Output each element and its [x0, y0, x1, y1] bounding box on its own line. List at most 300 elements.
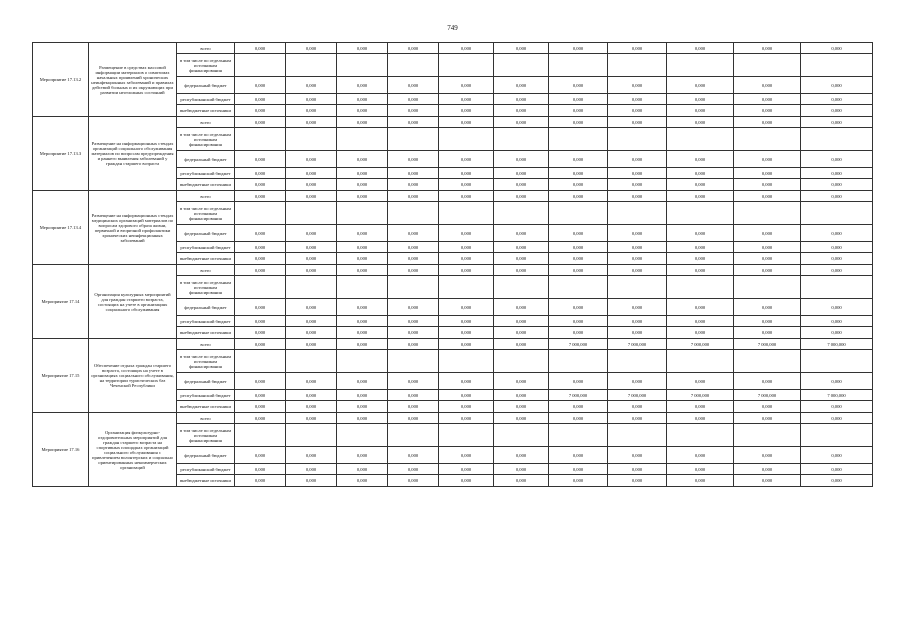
amount-cell: 0,000 [549, 299, 608, 316]
amount-cell: 0,000 [439, 373, 494, 390]
amount-cell: 0,000 [388, 316, 439, 327]
amount-cell: 0,000 [494, 253, 549, 265]
amount-cell: 0,000 [608, 253, 667, 265]
amount-cell: 0,000 [801, 43, 873, 54]
amount-cell: 0,000 [734, 299, 801, 316]
amount-cell: 0,000 [235, 242, 286, 253]
amount-cell: 0,000 [439, 413, 494, 424]
amount-cell: 0,000 [667, 464, 734, 475]
amount-cell: 0,000 [439, 151, 494, 168]
amount-cell: 0,000 [608, 105, 667, 117]
amount-cell: 0,000 [286, 475, 337, 487]
funding-source-label: всего [177, 43, 235, 54]
amount-cell: 0,000 [439, 117, 494, 128]
empty-cell [667, 54, 734, 77]
amount-cell: 0,000 [734, 373, 801, 390]
empty-cell [734, 54, 801, 77]
funding-source-label: в том числе по отдельным источникам финансирования [177, 54, 235, 77]
amount-cell: 0,000 [801, 242, 873, 253]
empty-cell [388, 350, 439, 373]
funding-source-label: всего [177, 191, 235, 202]
amount-cell: 0,000 [734, 179, 801, 191]
amount-cell: 0,000 [608, 327, 667, 339]
amount-cell: 0,000 [337, 447, 388, 464]
amount-cell: 0,000 [286, 168, 337, 179]
amount-cell: 0,000 [337, 401, 388, 413]
empty-cell [286, 54, 337, 77]
amount-cell: 0,000 [549, 464, 608, 475]
amount-cell: 0,000 [667, 179, 734, 191]
amount-cell: 0,000 [801, 327, 873, 339]
amount-cell: 0,000 [801, 464, 873, 475]
amount-cell: 0,000 [286, 117, 337, 128]
funding-source-label: внебюджетные источники [177, 253, 235, 265]
amount-cell: 0,000 [388, 299, 439, 316]
amount-cell: 0,000 [388, 373, 439, 390]
amount-cell: 0,000 [801, 105, 873, 117]
table-row [33, 265, 873, 276]
empty-cell [494, 350, 549, 373]
amount-cell: 0,000 [286, 390, 337, 401]
amount-cell: 0,000 [549, 191, 608, 202]
amount-cell: 0,000 [494, 299, 549, 316]
amount-cell: 0,000 [337, 179, 388, 191]
amount-cell: 0,000 [549, 401, 608, 413]
amount-cell: 0,000 [388, 390, 439, 401]
empty-cell [608, 350, 667, 373]
amount-cell: 0,000 [801, 253, 873, 265]
amount-cell: 0,000 [549, 105, 608, 117]
funding-source-label: всего [177, 265, 235, 276]
amount-cell: 0,000 [667, 316, 734, 327]
event-description: Размещение в средствах массовой информации материалов о симптомах начальных проявлений хронических неинфекционных заболеваний и правилах действий больных и их окружающих при развитии неотложных состояний [89, 43, 177, 117]
amount-cell: 0,000 [608, 43, 667, 54]
table-row [33, 413, 873, 424]
amount-cell: 0,000 [667, 168, 734, 179]
amount-cell: 0,000 [549, 225, 608, 242]
amount-cell: 0,000 [494, 168, 549, 179]
amount-cell: 0,000 [388, 191, 439, 202]
amount-cell: 0,000 [734, 413, 801, 424]
amount-cell: 0,000 [667, 117, 734, 128]
empty-cell [388, 276, 439, 299]
empty-cell [337, 350, 388, 373]
amount-cell: 0,000 [494, 447, 549, 464]
amount-cell: 0,000 [494, 401, 549, 413]
amount-cell: 0,000 [494, 94, 549, 105]
funding-source-label: всего [177, 117, 235, 128]
amount-cell: 0,000 [337, 151, 388, 168]
amount-cell: 0,000 [734, 105, 801, 117]
empty-cell [734, 202, 801, 225]
amount-cell: 0,000 [667, 242, 734, 253]
amount-cell: 0,000 [235, 265, 286, 276]
table-row [33, 117, 873, 128]
empty-cell [494, 424, 549, 447]
amount-cell: 0,000 [235, 105, 286, 117]
amount-cell: 0,000 [801, 401, 873, 413]
amount-cell: 0,000 [235, 413, 286, 424]
amount-cell: 0,000 [801, 299, 873, 316]
amount-cell: 0,000 [388, 94, 439, 105]
empty-cell [439, 276, 494, 299]
amount-cell: 0,000 [494, 117, 549, 128]
empty-cell [337, 54, 388, 77]
amount-cell: 0,000 [337, 225, 388, 242]
funding-source-label: внебюджетные источники [177, 179, 235, 191]
amount-cell: 0,000 [388, 447, 439, 464]
amount-cell: 0,000 [494, 475, 549, 487]
event-code: Мероприятие 17.13.3 [33, 117, 89, 191]
amount-cell: 0,000 [235, 151, 286, 168]
amount-cell: 0,000 [549, 373, 608, 390]
amount-cell: 0,000 [439, 327, 494, 339]
amount-cell: 0,000 [286, 327, 337, 339]
amount-cell: 0,000 [286, 94, 337, 105]
empty-cell [235, 54, 286, 77]
amount-cell: 0,000 [667, 401, 734, 413]
event-description: Организация культурных мероприятий для граждан старшего возраста, состоящих на учете в организациях социального обслуживания [89, 265, 177, 339]
amount-cell: 0,000 [494, 191, 549, 202]
amount-cell: 0,000 [549, 117, 608, 128]
funding-source-label: федеральный бюджет [177, 77, 235, 94]
amount-cell: 0,000 [235, 464, 286, 475]
amount-cell: 0,000 [494, 225, 549, 242]
amount-cell: 0,000 [608, 265, 667, 276]
amount-cell: 0,000 [235, 316, 286, 327]
event-description: Организация физкультурно-оздоровительных мероприятий для граждан старшего возраста на спортивных площадках организаций социального обслуживания с привлечением волонтерских и социально ориентированных некоммерческих организаций [89, 413, 177, 487]
amount-cell: 0,000 [801, 373, 873, 390]
amount-cell: 0,000 [286, 105, 337, 117]
amount-cell: 0,000 [439, 316, 494, 327]
empty-cell [439, 350, 494, 373]
amount-cell: 0,000 [337, 77, 388, 94]
amount-cell: 0,000 [388, 225, 439, 242]
amount-cell: 0,000 [337, 191, 388, 202]
amount-cell: 0,000 [337, 105, 388, 117]
amount-cell: 0,000 [734, 168, 801, 179]
amount-cell: 7 000,000 [667, 339, 734, 350]
amount-cell: 0,000 [235, 117, 286, 128]
amount-cell: 0,000 [801, 265, 873, 276]
funding-source-label: в том числе по отдельным источникам финансирования [177, 276, 235, 299]
amount-cell: 0,000 [801, 179, 873, 191]
empty-cell [388, 54, 439, 77]
budget-table-body [33, 43, 873, 487]
amount-cell: 0,000 [667, 77, 734, 94]
amount-cell: 0,000 [337, 242, 388, 253]
amount-cell: 0,000 [439, 191, 494, 202]
amount-cell: 7 000,000 [549, 390, 608, 401]
empty-cell [549, 128, 608, 151]
amount-cell: 7 000,000 [549, 339, 608, 350]
table-row [33, 43, 873, 54]
amount-cell: 0,000 [734, 265, 801, 276]
amount-cell: 0,000 [235, 475, 286, 487]
amount-cell: 0,000 [337, 327, 388, 339]
amount-cell: 0,000 [388, 339, 439, 350]
empty-cell [235, 128, 286, 151]
amount-cell: 0,000 [286, 265, 337, 276]
amount-cell: 0,000 [235, 447, 286, 464]
amount-cell: 0,000 [494, 390, 549, 401]
empty-cell [286, 424, 337, 447]
amount-cell: 0,000 [494, 413, 549, 424]
amount-cell: 0,000 [494, 179, 549, 191]
amount-cell: 0,000 [667, 265, 734, 276]
funding-source-label: в том числе по отдельным источникам финансирования [177, 424, 235, 447]
amount-cell: 0,000 [439, 225, 494, 242]
amount-cell: 0,000 [337, 316, 388, 327]
amount-cell: 0,000 [667, 327, 734, 339]
amount-cell: 0,000 [439, 390, 494, 401]
empty-cell [439, 202, 494, 225]
empty-cell [494, 128, 549, 151]
amount-cell: 7 000,000 [734, 339, 801, 350]
amount-cell: 0,000 [549, 447, 608, 464]
amount-cell: 0,000 [235, 168, 286, 179]
funding-source-label: республиканский бюджет [177, 316, 235, 327]
empty-cell [801, 202, 873, 225]
empty-cell [286, 128, 337, 151]
amount-cell: 0,000 [494, 242, 549, 253]
amount-cell: 0,000 [286, 373, 337, 390]
amount-cell: 0,000 [337, 464, 388, 475]
amount-cell: 7 000,000 [667, 390, 734, 401]
amount-cell: 0,000 [439, 105, 494, 117]
funding-source-label: всего [177, 413, 235, 424]
amount-cell: 0,000 [801, 447, 873, 464]
empty-cell [801, 350, 873, 373]
empty-cell [667, 128, 734, 151]
amount-cell: 0,000 [388, 168, 439, 179]
amount-cell: 0,000 [734, 401, 801, 413]
amount-cell: 7 000,000 [734, 390, 801, 401]
amount-cell: 0,000 [608, 179, 667, 191]
amount-cell: 0,000 [286, 401, 337, 413]
funding-source-label: федеральный бюджет [177, 447, 235, 464]
amount-cell: 0,000 [439, 339, 494, 350]
empty-cell [734, 350, 801, 373]
event-code: Мероприятие 17.15 [33, 339, 89, 413]
amount-cell: 0,000 [388, 413, 439, 424]
funding-source-label: внебюджетные источники [177, 475, 235, 487]
amount-cell: 0,000 [667, 94, 734, 105]
amount-cell: 0,000 [667, 151, 734, 168]
amount-cell: 0,000 [439, 265, 494, 276]
empty-cell [549, 54, 608, 77]
amount-cell: 0,000 [494, 265, 549, 276]
amount-cell: 7 000,000 [801, 390, 873, 401]
amount-cell: 0,000 [388, 265, 439, 276]
amount-cell: 0,000 [608, 191, 667, 202]
amount-cell: 0,000 [286, 242, 337, 253]
funding-source-label: республиканский бюджет [177, 464, 235, 475]
empty-cell [235, 202, 286, 225]
amount-cell: 0,000 [494, 151, 549, 168]
amount-cell: 7 000,000 [801, 339, 873, 350]
amount-cell: 0,000 [667, 299, 734, 316]
amount-cell: 0,000 [734, 447, 801, 464]
amount-cell: 0,000 [235, 299, 286, 316]
amount-cell: 0,000 [388, 105, 439, 117]
empty-cell [337, 276, 388, 299]
amount-cell: 0,000 [734, 151, 801, 168]
empty-cell [388, 128, 439, 151]
amount-cell: 0,000 [286, 253, 337, 265]
amount-cell: 0,000 [286, 191, 337, 202]
amount-cell: 0,000 [608, 299, 667, 316]
amount-cell: 7 000,000 [608, 339, 667, 350]
amount-cell: 0,000 [439, 179, 494, 191]
amount-cell: 0,000 [439, 242, 494, 253]
event-code: Мероприятие 17.13.2 [33, 43, 89, 117]
amount-cell: 0,000 [608, 225, 667, 242]
amount-cell: 0,000 [667, 191, 734, 202]
amount-cell: 0,000 [734, 191, 801, 202]
amount-cell: 0,000 [388, 151, 439, 168]
amount-cell: 0,000 [734, 475, 801, 487]
amount-cell: 0,000 [286, 299, 337, 316]
empty-cell [608, 276, 667, 299]
empty-cell [337, 128, 388, 151]
amount-cell: 0,000 [235, 253, 286, 265]
funding-source-label: внебюджетные источники [177, 105, 235, 117]
empty-cell [801, 424, 873, 447]
empty-cell [667, 350, 734, 373]
amount-cell: 0,000 [286, 316, 337, 327]
amount-cell: 0,000 [549, 475, 608, 487]
amount-cell: 0,000 [667, 105, 734, 117]
amount-cell: 0,000 [549, 179, 608, 191]
table-row [33, 191, 873, 202]
amount-cell: 0,000 [608, 117, 667, 128]
amount-cell: 0,000 [337, 390, 388, 401]
page-number: 749 [447, 24, 458, 32]
amount-cell: 0,000 [337, 373, 388, 390]
empty-cell [549, 276, 608, 299]
funding-source-label: федеральный бюджет [177, 225, 235, 242]
empty-cell [286, 350, 337, 373]
amount-cell: 0,000 [439, 475, 494, 487]
funding-source-label: в том числе по отдельным источникам финансирования [177, 202, 235, 225]
funding-source-label: внебюджетные источники [177, 401, 235, 413]
amount-cell: 0,000 [286, 339, 337, 350]
amount-cell: 0,000 [801, 475, 873, 487]
amount-cell: 7 000,000 [608, 390, 667, 401]
amount-cell: 0,000 [608, 94, 667, 105]
empty-cell [801, 128, 873, 151]
amount-cell: 0,000 [286, 77, 337, 94]
amount-cell: 0,000 [734, 327, 801, 339]
amount-cell: 0,000 [286, 179, 337, 191]
empty-cell [801, 54, 873, 77]
amount-cell: 0,000 [667, 225, 734, 242]
amount-cell: 0,000 [608, 413, 667, 424]
amount-cell: 0,000 [494, 77, 549, 94]
empty-cell [608, 202, 667, 225]
amount-cell: 0,000 [494, 339, 549, 350]
amount-cell: 0,000 [667, 253, 734, 265]
amount-cell: 0,000 [667, 413, 734, 424]
amount-cell: 0,000 [235, 179, 286, 191]
empty-cell [549, 350, 608, 373]
amount-cell: 0,000 [667, 43, 734, 54]
amount-cell: 0,000 [734, 77, 801, 94]
amount-cell: 0,000 [439, 464, 494, 475]
amount-cell: 0,000 [494, 105, 549, 117]
amount-cell: 0,000 [608, 464, 667, 475]
amount-cell: 0,000 [801, 117, 873, 128]
amount-cell: 0,000 [494, 43, 549, 54]
amount-cell: 0,000 [667, 373, 734, 390]
amount-cell: 0,000 [608, 373, 667, 390]
amount-cell: 0,000 [801, 225, 873, 242]
amount-cell: 0,000 [801, 151, 873, 168]
empty-cell [235, 424, 286, 447]
amount-cell: 0,000 [439, 43, 494, 54]
amount-cell: 0,000 [549, 316, 608, 327]
funding-source-label: внебюджетные источники [177, 327, 235, 339]
amount-cell: 0,000 [388, 401, 439, 413]
amount-cell: 0,000 [286, 151, 337, 168]
amount-cell: 0,000 [439, 401, 494, 413]
amount-cell: 0,000 [337, 475, 388, 487]
empty-cell [337, 424, 388, 447]
amount-cell: 0,000 [337, 168, 388, 179]
amount-cell: 0,000 [608, 401, 667, 413]
empty-cell [388, 202, 439, 225]
amount-cell: 0,000 [337, 299, 388, 316]
event-description: Размещение на информационных стендах медицинских организаций материалов по вопросам здорового образа жизни, первичной и вторичной профилактики хронических неинфекционных заболеваний [89, 191, 177, 265]
amount-cell: 0,000 [388, 327, 439, 339]
amount-cell: 0,000 [608, 447, 667, 464]
amount-cell: 0,000 [235, 401, 286, 413]
amount-cell: 0,000 [667, 475, 734, 487]
empty-cell [734, 276, 801, 299]
amount-cell: 0,000 [388, 464, 439, 475]
amount-cell: 0,000 [439, 168, 494, 179]
funding-source-label: в том числе по отдельным источникам финансирования [177, 350, 235, 373]
amount-cell: 0,000 [388, 179, 439, 191]
empty-cell [608, 424, 667, 447]
amount-cell: 0,000 [801, 316, 873, 327]
amount-cell: 0,000 [337, 117, 388, 128]
amount-cell: 0,000 [608, 168, 667, 179]
amount-cell: 0,000 [549, 242, 608, 253]
empty-cell [337, 202, 388, 225]
amount-cell: 0,000 [801, 413, 873, 424]
amount-cell: 0,000 [734, 253, 801, 265]
amount-cell: 0,000 [801, 94, 873, 105]
amount-cell: 0,000 [549, 151, 608, 168]
amount-cell: 0,000 [388, 117, 439, 128]
funding-source-label: республиканский бюджет [177, 94, 235, 105]
empty-cell [734, 128, 801, 151]
amount-cell: 0,000 [608, 151, 667, 168]
amount-cell: 0,000 [388, 253, 439, 265]
empty-cell [734, 424, 801, 447]
amount-cell: 0,000 [608, 242, 667, 253]
empty-cell [439, 424, 494, 447]
amount-cell: 0,000 [337, 339, 388, 350]
amount-cell: 0,000 [549, 43, 608, 54]
empty-cell [801, 276, 873, 299]
funding-source-label: в том числе по отдельным источникам финансирования [177, 128, 235, 151]
funding-source-label: республиканский бюджет [177, 242, 235, 253]
amount-cell: 0,000 [235, 225, 286, 242]
empty-cell [439, 54, 494, 77]
